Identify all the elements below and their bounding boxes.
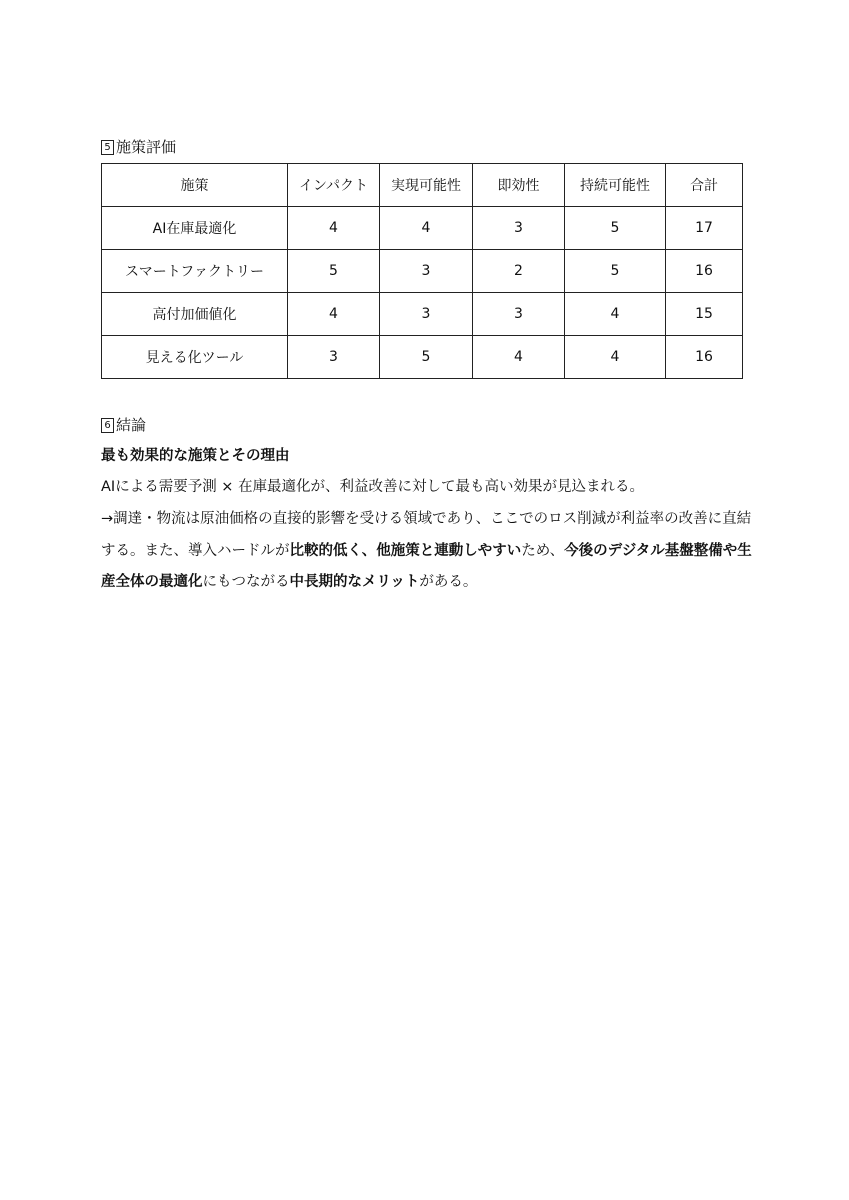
table-cell: スマートファクトリー <box>102 250 288 293</box>
table-cell: 3 <box>288 336 380 379</box>
table-cell: 16 <box>666 336 743 379</box>
table-cell: 4 <box>565 336 666 379</box>
table-cell: 5 <box>288 250 380 293</box>
table-cell: 16 <box>666 250 743 293</box>
table-cell: 5 <box>565 207 666 250</box>
table-cell: 17 <box>666 207 743 250</box>
header-feasibility: 実現可能性 <box>380 164 473 207</box>
table-cell: 5 <box>380 336 473 379</box>
table-cell: 4 <box>380 207 473 250</box>
table-cell: 15 <box>666 293 743 336</box>
table-cell: 4 <box>565 293 666 336</box>
table-row <box>102 293 743 336</box>
table-row <box>102 250 743 293</box>
table-cell: 2 <box>473 250 565 293</box>
table-cell: AI在庫最適化 <box>102 207 288 250</box>
text-span: ため、 <box>521 543 565 559</box>
conclusion-title: 最も効果的な施策とその理由 <box>101 448 290 464</box>
table-cell: 4 <box>473 336 565 379</box>
conclusion-heading <box>101 415 146 435</box>
text-span: にもつながる <box>202 574 290 590</box>
header-sustainability: 持続可能性 <box>565 164 666 207</box>
conclusion-line-2: →調達・物流は原油価格の直接的影響を受ける領域であり、ここでのロス削減が利益率の改善に直結 <box>101 511 752 527</box>
table-cell: 高付加価値化 <box>102 293 288 336</box>
evaluation-table <box>101 163 743 379</box>
evaluation-heading <box>101 137 176 157</box>
header-total: 合計 <box>666 164 743 207</box>
bold-text-span: 比較的低く、他施策と連動しやすい <box>289 543 522 559</box>
table-row <box>102 336 743 379</box>
evaluation-heading-text: 施策評価 <box>116 138 177 156</box>
table-cell: 3 <box>473 207 565 250</box>
conclusion-line-4 <box>101 572 477 592</box>
table-cell: 4 <box>288 207 380 250</box>
text-span: する。また、導入ハードルが <box>101 543 290 559</box>
conclusion-line-1: AIによる需要予測 × 在庫最適化が、利益改善に対して最も高い効果が見込まれる。 <box>101 479 645 495</box>
table-cell: 4 <box>288 293 380 336</box>
table-cell: 3 <box>380 293 473 336</box>
conclusion-heading-text: 結論 <box>116 416 147 434</box>
table-header-row <box>102 164 743 207</box>
header-measure: 施策 <box>102 164 288 207</box>
table-cell: 3 <box>380 250 473 293</box>
table-cell: 見える化ツール <box>102 336 288 379</box>
table-cell: 5 <box>565 250 666 293</box>
table-row <box>102 207 743 250</box>
table-cell: 3 <box>473 293 565 336</box>
bold-text-span: 産全体の最適化 <box>101 574 203 590</box>
text-span: がある。 <box>419 574 478 590</box>
bold-text-span: 今後のデジタル基盤整備や生 <box>564 543 752 559</box>
header-immediacy: 即効性 <box>473 164 565 207</box>
header-impact: インパクト <box>288 164 380 207</box>
bold-text-span: 中長期的なメリット <box>289 574 420 590</box>
conclusion-number-box: 6 <box>101 418 114 433</box>
conclusion-line-3 <box>101 541 752 561</box>
evaluation-number-box: 5 <box>101 140 114 155</box>
